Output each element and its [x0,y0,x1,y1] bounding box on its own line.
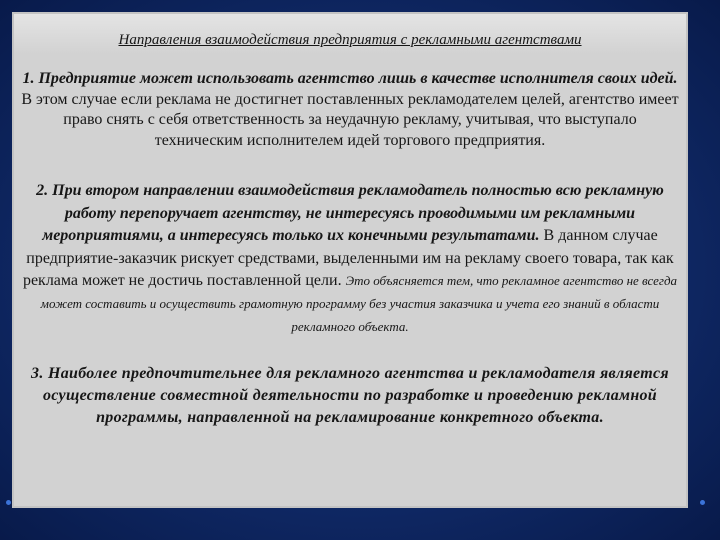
paragraph-2-note: Это объясняется тем, что рекламное агентство не всегда может составить и осуществить грамотную программу без участия заказчика и учета его знаний в области рекламного объекта. [40,273,678,334]
paragraph-1 [20,69,680,151]
paragraph-2-body: В данном случае предприятие-заказчик рискует средствами, выделенными им на рекламу своего товара, так как реклама может не достичь поставленной цели. [22,227,674,290]
paragraph-3: 3. Наиболее предпочтительнее для рекламного агентства и рекламодателя является осуществление совместной деятельности по разработке и проведению рекламной программы, направленной на рекламирование конкретного объекта. [31,365,669,427]
paragraph-2-lead: 2. При втором направлении взаимодействия рекламодатель полностью всю рекламную работу перепоручает агентству, не интересуясь проводимыми им рекламными мероприятиями, а интересуясь только их конечными результатами. [36,182,664,245]
paragraph-1-body: В этом случае если реклама не достигнет поставленных рекламодателем целей, агентство имеет право снять с себя ответственность за неудачную рекламу, учитывая, что выступало техническим исполнителем идей торгового предприятия. [21,90,679,149]
corner-dot-left [6,500,11,505]
paragraph-2 [20,180,680,338]
paragraph-1-lead: 1. Предприятие может использовать агентство лишь в качестве исполнителя своих идей. [22,70,678,87]
corner-dot-right [700,500,705,505]
slide-title: Направления взаимодействия предприятия с рекламными агентствами [118,32,582,48]
slide [12,12,688,508]
